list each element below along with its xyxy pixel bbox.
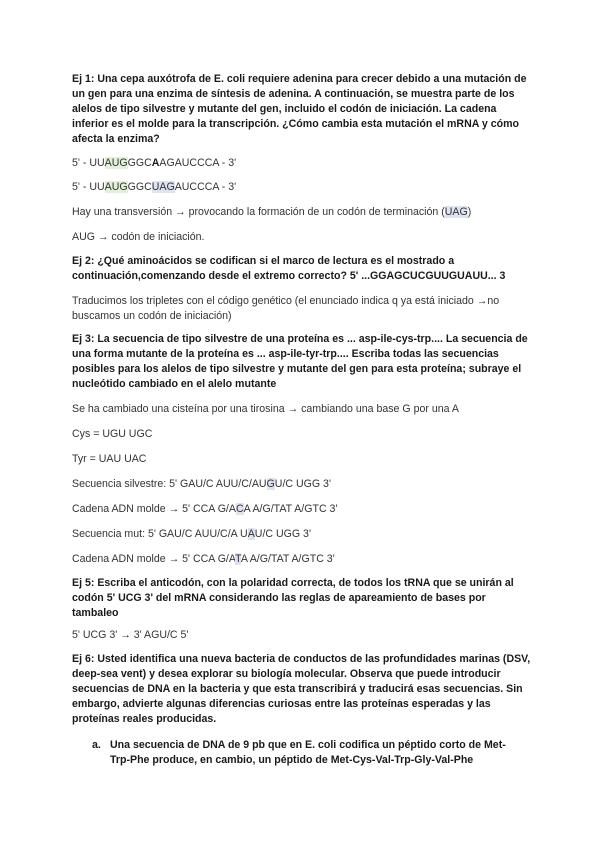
ej3-question: Ej 3: La secuencia de tipo silvestre de una proteína es ... asp-ile-cys-trp.... La secuencia de una forma mutante de la proteína es ... asp-ile-tyr-trp.... Escriba todas las secuencias posibles para los alelos de tipo silvestre y mutante del gen para esta proteína; subraye el nucleótido cambiado en el alelo mutante	[72, 333, 528, 390]
ej1-answer-start-codon: AUG → codón de iniciación.	[72, 231, 205, 243]
mutated-base: A	[151, 157, 160, 169]
seq-part: GGC	[127, 181, 152, 193]
ej3-mutant-sequence	[72, 527, 534, 542]
ej5-question: Ej 5: Escriba el anticodón, con la polaridad correcta, de todos los tRNA que se unirán al codón 5' UCG 3' del mRNA considerando las reglas de apareamiento de bases por tambaleo	[72, 577, 514, 619]
seq-part: A A/G/TAT A/GTC 3'	[243, 503, 338, 515]
seq-part: 5' - UU	[72, 157, 105, 169]
answer-text: )	[467, 206, 472, 218]
ej3-line-change: Se ha cambiado una cisteína por una tirosina → cambiando una base G por una A	[72, 403, 459, 415]
ej3-wildtype-sequence	[72, 477, 534, 492]
changed-base-highlight: T	[235, 553, 241, 565]
list-marker: a.	[92, 739, 101, 751]
seq-part: U/C UGG 3'	[254, 528, 311, 540]
ej3-mutant-template	[72, 552, 534, 567]
changed-base-highlight: C	[235, 503, 244, 515]
stop-codon-highlight: UAG	[151, 181, 175, 193]
ej5-answer: 5' UCG 3' → 3' AGU/C 5'	[72, 629, 189, 641]
ej3-line-tyr: Tyr = UAU UAC	[72, 453, 147, 465]
seq-part: Secuencia mut: 5' GAU/C AUU/C/A U	[72, 528, 248, 540]
ej1-wildtype-sequence	[72, 156, 534, 171]
seq-part: A A/G/TAT A/GTC 3'	[240, 553, 335, 565]
seq-part: U/C UGG 3'	[274, 478, 331, 490]
start-codon-highlight: AUG	[104, 157, 128, 169]
stop-codon-highlight: UAG	[444, 206, 468, 218]
ej1-question: Ej 1: Una cepa auxótrofa de E. coli requiere adenina para crecer debido a una mutación de un gen para una enzima de síntesis de adenina. A continuación, se muestra parte de los alelos de tipo silvestre y mutante del gen, incluido el codón de iniciación. La cadena inferior es el molde para la transcripción. ¿Cómo cambia esta mutación el mRNA y cómo afecta la enzima?	[72, 73, 527, 145]
ej1-mutant-sequence	[72, 180, 534, 195]
changed-base-highlight: A	[247, 528, 255, 540]
seq-part: AGAUCCCA - 3'	[159, 157, 237, 169]
ej2-question: Ej 2: ¿Qué aminoácidos se codifican si el marco de lectura es el mostrado a continuación,comenzando desde el extremo correcto? 5' ...GGAGCUCGUUGUAUU... 3	[72, 255, 506, 282]
answer-text: Hay una transversión → provocando la formación de un codón de terminación (	[72, 206, 445, 218]
seq-part: AUCCCA - 3'	[174, 181, 237, 193]
start-codon-highlight: AUG	[104, 181, 128, 193]
changed-base-highlight: G	[266, 478, 275, 490]
seq-part: 5' - UU	[72, 181, 105, 193]
ej3-line-cys: Cys = UGU UGC	[72, 428, 153, 440]
ej3-wildtype-template	[72, 502, 534, 517]
ej1-answer-transversion	[72, 205, 534, 220]
ej6-item-a-text: Una secuencia de DNA de 9 pb que en E. coli codifica un péptido corto de Met-Trp-Phe produce, en cambio, un péptido de Met-Cys-Val-Trp-Gly-Val-Phe	[110, 739, 506, 766]
seq-part: Cadena ADN molde → 5' CCA G/A	[72, 553, 236, 565]
seq-part: Cadena ADN molde → 5' CCA G/A	[72, 503, 236, 515]
seq-part: Secuencia silvestre: 5' GAU/C AUU/C/AU	[72, 478, 267, 490]
seq-part: GGC	[127, 157, 152, 169]
ej2-answer: Traducimos los tripletes con el código genético (el enunciado indica q ya está iniciado →no buscamos un codón de iniciación)	[72, 295, 500, 322]
ej6-question: Ej 6: Usted identifica una nueva bacteria de conductos de las profundidades marinas (DSV, deep-sea vent) y desea explorar su biología molecular. Observa que puede introducir secuencias de DNA en la bacteria y que esta transcribirá y traducirá esas secuencias. Sin embargo, advierte algunas diferencias curiosas entre las proteínas esperadas y las proteínas reales producidas.	[72, 653, 531, 725]
